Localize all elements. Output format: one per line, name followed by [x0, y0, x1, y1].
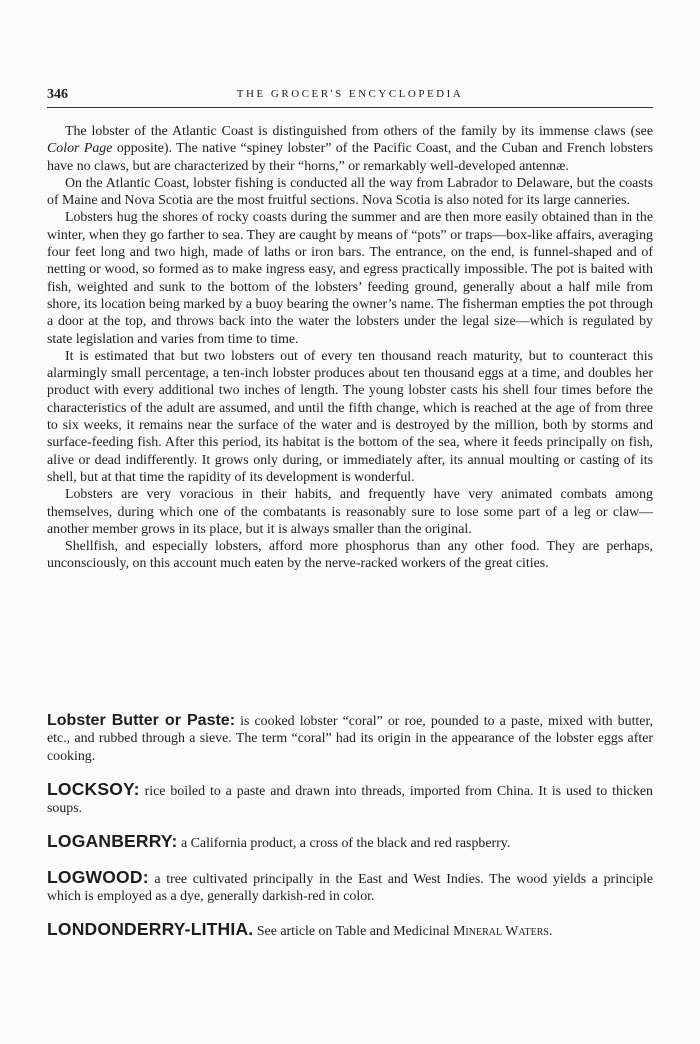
- paragraph-text: opposite). The native “spiney lobster” of the Pacific Coast, and the Cuban and French lobsters have no claws, but are characterized by their “horns,” or remarkably well-developed antennæ.: [47, 141, 653, 174]
- paragraph: Shellfish, and especially lobsters, afford more phosphorus than any other food. They are perhaps, unconsciously, on this account much eaten by the nerve-racked workers of the great cities.: [47, 539, 653, 572]
- entry-text-end: .: [548, 924, 553, 940]
- entry-text: a California product, a cross of the black and red raspberry.: [177, 836, 511, 852]
- entry-text: is cooked lobster “coral” or roe, pounded to a paste, mixed with butter, etc., and rubbed through a sieve. The term “coral” had its origin in the appearance of the lobster eggs after cooking.: [47, 714, 653, 764]
- entry-small-caps-ref: Mineral Waters: [453, 924, 549, 940]
- paragraph: On the Atlantic Coast, lobster fishing is conducted all the way from Labrador to Delaware, but the coasts of Maine and Nova Scotia are the most fruitful sections. Nova Scotia is also noted for its large canneries.: [47, 175, 653, 209]
- paragraph: Lobsters hug the shores of rocky coasts during the summer and are then more easily obtained than in the winter, when they go farther to sea. They are caught by means of “pots” or traps—box-like affairs, averaging four feet long and two high, made of laths or iron bars. The entrance, on the end, is funnel-shaped and of netting or wood, so formed as to make ingress easy, and egress practically impossible. The pot is baited with fish, weighted and sunk to the bottom of the lobsters’ feeding ground, generally about a half mile from shore, its location being marked by a buoy bearing the owner’s name. The fisherman empties the pot through a door at the top, and throws back into the water the lobsters under the legal size—which is regulated by state legislation and varies from time to time.: [47, 210, 653, 347]
- entry-term: LOGWOOD:: [47, 866, 149, 887]
- entry-logwood: [47, 866, 653, 906]
- paragraph: [47, 123, 653, 175]
- page-number: 346: [47, 87, 68, 102]
- entry-loganberry: [47, 833, 653, 852]
- entry-text: a tree cultivated principally in the East and West Indies. The wood yields a principle which is employed as a dye, generally darkish-red in color.: [47, 871, 653, 905]
- entry-locksoy: [47, 778, 653, 818]
- entry-term: LONDONDERRY-LITHIA.: [47, 919, 254, 940]
- paragraph: Lobsters are very voracious in their habits, and frequently have very animated combats among themselves, during which one of the combatants is reasonably sure to lose some part of a leg or claw—another member grows in its place, but it is always smaller than the original.: [47, 487, 653, 537]
- page-header: [47, 87, 653, 108]
- entry-lobster-butter: [47, 712, 653, 765]
- paragraph-text: The lobster of the Atlantic Coast is distinguished from others of the family by its immense claws (see: [65, 124, 653, 139]
- italic-reference: Color Page: [47, 141, 113, 157]
- entry-list: [47, 712, 653, 957]
- entry-term: Lobster Butter or Paste:: [47, 712, 236, 729]
- lobster-article: [47, 123, 653, 573]
- entry-text: See article on Table and Medicinal: [253, 924, 454, 940]
- running-head: THE GROCER'S ENCYCLOPEDIA: [236, 88, 464, 100]
- entry-term: LOCKSOY:: [47, 778, 140, 799]
- entry-londonderry-lithia: [47, 921, 653, 940]
- paragraph: It is estimated that but two lobsters out of every ten thousand reach maturity, but to counteract this alarmingly small percentage, a ten-inch lobster produces about ten thousand eggs at a time, and doubles her product with every additional two inches of length. The young lobster casts his shell four times before the characteristics of the adult are assumed, and until the fifth change, which is reached at the age of from three to six weeks, it remains near the surface of the water and is destroyed by the million, both by storms and surface-feeding fish. After this period, its habitat is the bottom of the sea, where it feeds principally on fish, alive or dead indifferently. It grows only during, or immediately after, its annual moulting or casting of its shell, but at that time the rapidity of its development is wonderful.: [47, 348, 653, 485]
- entry-text: rice boiled to a paste and drawn into threads, imported from China. It is used to thicken soups.: [47, 783, 653, 817]
- entry-term: LOGANBERRY:: [47, 831, 178, 852]
